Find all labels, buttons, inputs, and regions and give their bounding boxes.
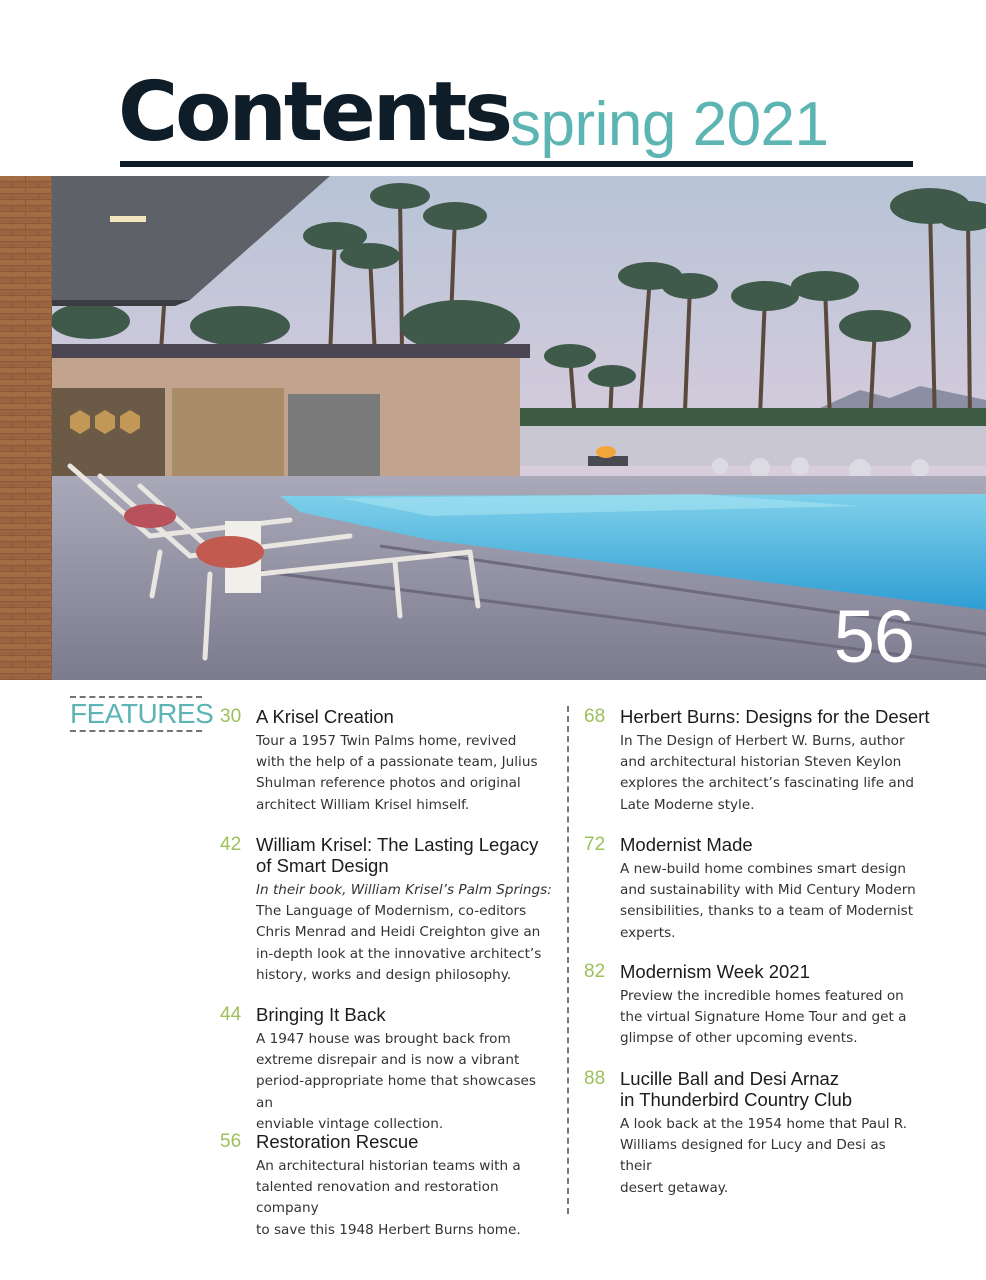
entry-title[interactable]: Herbert Burns: Designs for the Desert: [620, 706, 930, 727]
entry-page-number: 82: [584, 961, 606, 982]
entry-page-number: 30: [220, 706, 242, 727]
entry-title[interactable]: Modernist Made: [620, 834, 753, 855]
entry-description: In their book, William Krisel’s Palm Springs: The Language of Modernism, co-editors Chris Menrad and Heidi Creighton give an in-depth look at the innovative architect’s history, works and design philosophy.: [256, 882, 552, 983]
entry-description: A look back at the 1954 home that Paul R. Williams designed for Lucy and Desi as their desert getaway.: [620, 1116, 908, 1196]
entry-page-number: 88: [584, 1068, 606, 1089]
masthead: [118, 65, 914, 170]
hero-photo[interactable]: [0, 176, 986, 680]
entry-page-number: 42: [220, 834, 242, 855]
entry-page-number: 56: [220, 1131, 242, 1152]
entry-title[interactable]: Bringing It Back: [256, 1004, 386, 1025]
entry-description: In The Design of Herbert W. Burns, author and architectural historian Steven Keylon explores the architect’s fascinating life and Late Moderne style.: [620, 733, 914, 813]
entry-description: A 1947 house was brought back from extreme disrepair and is now a vibrant period-appropriate home that showcases an enviable vintage collection.: [256, 1031, 536, 1132]
features-section-label: FEATURES: [70, 696, 202, 732]
entry-page-number: 44: [220, 1004, 242, 1025]
entry-page-number: 68: [584, 706, 606, 727]
issue-subtitle: spring 2021: [510, 90, 829, 159]
entry-description: Preview the incredible homes featured on the virtual Signature Home Tour and get a glimpse of other upcoming events.: [620, 988, 907, 1047]
page-title: Contents: [118, 65, 511, 160]
entry-title[interactable]: Modernism Week 2021: [620, 961, 810, 982]
entry-title[interactable]: A Krisel Creation: [256, 706, 394, 727]
column-divider: [567, 706, 569, 1214]
entry-page-number: 72: [584, 834, 606, 855]
entry-description: Tour a 1957 Twin Palms home, revived with the help of a passionate team, Julius Shulman reference photos and original architect William Krisel himself.: [256, 733, 538, 813]
entry-title[interactable]: William Krisel: The Lasting Legacy of Smart Design: [256, 834, 539, 876]
entry-description: A new-build home combines smart design and sustainability with Mid Century Modern sensibilities, thanks to a team of Modernist experts.: [620, 861, 916, 941]
entry-title[interactable]: Lucille Ball and Desi Arnaz in Thunderbird Country Club: [620, 1068, 853, 1110]
title-underline: [120, 161, 913, 167]
hero-page-number: 56: [833, 595, 914, 678]
entry-description: An architectural historian teams with a talented renovation and restoration company to save this 1948 Herbert Burns home.: [256, 1158, 521, 1238]
entry-title[interactable]: Restoration Rescue: [256, 1131, 419, 1152]
